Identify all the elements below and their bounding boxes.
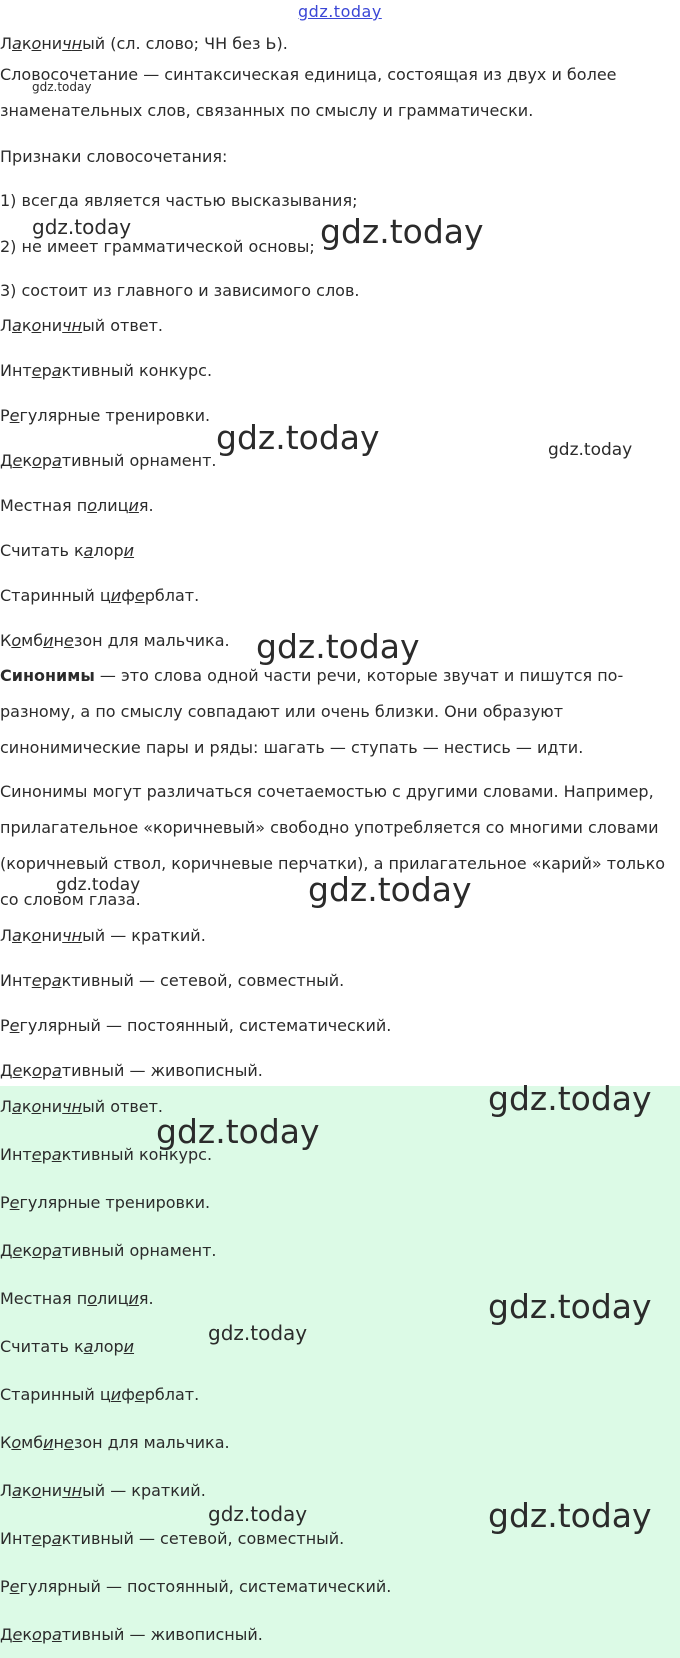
text-part: Р — [0, 1577, 10, 1596]
text-part: ый — краткий. — [82, 1481, 206, 1500]
text-part: е — [12, 1061, 23, 1080]
text-part: к — [22, 1241, 33, 1260]
text-part: е — [12, 1241, 23, 1260]
definition-line-2: знаменательных слов, связанных по смыслу и грамматически. — [0, 101, 534, 120]
word-laconic-intro — [0, 34, 288, 54]
text-part: ый (сл. слово; ЧН без Ь). — [82, 34, 288, 53]
text-part: ти — [61, 1061, 82, 1080]
text-part: рный — постоянный, систематический. — [57, 1577, 392, 1596]
def-regular — [0, 1016, 391, 1036]
def-laconic — [0, 926, 206, 946]
text-part: Л — [0, 1481, 13, 1500]
text-part: н — [71, 316, 83, 335]
text-part: к — [21, 926, 32, 945]
text-part: о — [31, 316, 42, 335]
text-part: ч — [62, 316, 72, 335]
signs-header: Признаки словосочетания: — [0, 147, 228, 166]
text-part: а — [51, 1061, 62, 1080]
text-part: ни — [41, 34, 63, 53]
text-part: К — [0, 1433, 12, 1452]
word-calories — [0, 541, 134, 561]
text-part: е — [31, 361, 42, 380]
watermark: gdz.today — [488, 1079, 652, 1118]
text-part: н для мальчика. — [92, 631, 230, 650]
text-part: а — [12, 34, 22, 53]
text-part: н — [71, 1481, 83, 1500]
text-part: и — [43, 631, 54, 650]
combinability-line-3: (коричневый ствол, коричневые перчатки), а прилагательное «карий» только — [0, 854, 666, 873]
watermark: gdz.today — [488, 1496, 652, 1535]
text-part: ли — [97, 1289, 118, 1308]
text-part: кти — [61, 1145, 91, 1164]
word-regular — [0, 406, 210, 426]
text-part: а — [83, 1337, 94, 1356]
text-part: вный — сетевой, совместный. — [90, 1529, 345, 1548]
watermark: gdz.today — [32, 80, 92, 94]
text-part: к — [21, 1481, 32, 1500]
text-part: е — [31, 1145, 42, 1164]
text-part: р — [41, 451, 52, 470]
text-part: а — [12, 316, 22, 335]
text-part: т. — [184, 586, 200, 605]
text-part: Старинный ц — [0, 586, 111, 605]
text-part: рные тренировки. — [57, 1193, 211, 1212]
text-part: к — [22, 1061, 33, 1080]
text-part: н — [71, 926, 83, 945]
text-part: о — [32, 1625, 42, 1644]
text-part: рбла — [144, 586, 185, 605]
synonyms-line-2: разному, а по смыслу совпадают или очень близки. Они образуют — [0, 702, 564, 721]
text-part: е — [63, 631, 74, 650]
word-dial — [0, 586, 199, 606]
text-part: рный — постоянный, систематический. — [57, 1016, 392, 1035]
text-part: о — [32, 451, 42, 470]
text-part: рбла — [144, 1385, 185, 1404]
combinability-line-4: со словом глаза. — [0, 890, 141, 909]
watermark: gdz.today — [32, 215, 132, 239]
answer-def-laconic — [0, 1481, 206, 1501]
answer-laconic — [0, 1097, 163, 1117]
text-part: и — [128, 1289, 139, 1308]
text-part: о — [31, 34, 42, 53]
text-part: о — [32, 1061, 42, 1080]
text-part: и — [110, 1385, 122, 1404]
watermark: gdz.today — [548, 440, 633, 460]
text-part: Р — [0, 1016, 10, 1035]
text-part: К — [0, 631, 12, 650]
text-part: р — [41, 1145, 52, 1164]
watermark: gdz.today — [308, 870, 472, 909]
word-overalls — [0, 631, 230, 651]
text-part: о — [31, 1097, 42, 1116]
text-part: Инт — [0, 1529, 32, 1548]
text-part: о — [31, 926, 42, 945]
text-part: Д — [0, 1241, 13, 1260]
text-part: Местная п — [0, 1289, 88, 1308]
answer-calories — [0, 1337, 134, 1357]
text-part: и — [43, 1433, 54, 1452]
text-part: ый — краткий. — [82, 926, 206, 945]
watermark: gdz.today — [488, 1287, 652, 1326]
text-part: р — [41, 1529, 52, 1548]
text-part: р — [41, 971, 52, 990]
answer-regular — [0, 1193, 210, 1213]
watermark: gdz.today — [56, 875, 141, 895]
text-part: н — [53, 1433, 64, 1452]
text-part: ни — [41, 1481, 63, 1500]
text-part: ч — [62, 34, 72, 53]
text-part: вный орнамент. — [81, 451, 217, 470]
text-part: Р — [0, 406, 10, 425]
text-part: а — [51, 1529, 62, 1548]
text-part: т. — [184, 1385, 200, 1404]
text-part: Считать к — [0, 1337, 84, 1356]
text-part: р — [41, 1241, 52, 1260]
text-part: ло — [93, 541, 114, 560]
word-laconic — [0, 316, 163, 336]
definition-line-1: Словосочетание — синтаксическая единица, состоящая из двух и более — [0, 65, 617, 84]
text-part: ч — [62, 1481, 72, 1500]
text-part: а — [12, 1481, 22, 1500]
answer-decorative — [0, 1241, 217, 1261]
text-part: ф — [121, 1385, 135, 1404]
text-part: ли — [97, 496, 118, 515]
combinability-line-1: Синонимы могут различаться сочетаемостью с другими словами. Например, — [0, 782, 654, 801]
text-part: кти — [61, 971, 91, 990]
text-part: о — [32, 1241, 42, 1260]
text-part: ни — [41, 1097, 63, 1116]
text-part: н — [71, 1097, 83, 1116]
text-part: гуля — [19, 1193, 58, 1212]
synonyms-term: Синонимы — [0, 666, 95, 685]
synonyms-line-1 — [0, 665, 676, 701]
text-part: ч — [62, 926, 72, 945]
text-part: р — [41, 1061, 52, 1080]
text-part: а — [51, 1241, 62, 1260]
text-part: к — [21, 316, 32, 335]
synonyms-line-3: синонимические пары и ряды: шагать — ступать — нестись — идти. — [0, 738, 584, 757]
watermark: gdz.today — [156, 1112, 320, 1151]
sign-item-3: 3) состоит из главного и зависимого слов. — [0, 281, 360, 300]
text-part: вный орнамент. — [81, 1241, 217, 1260]
text-part: е — [134, 586, 145, 605]
watermark: gdz.today — [208, 1321, 308, 1345]
text-part: и — [110, 586, 122, 605]
text-part: о — [31, 1481, 42, 1500]
text-part: а — [12, 1097, 22, 1116]
text-part: н для мальчика. — [92, 1433, 230, 1452]
text-part: е — [12, 1625, 23, 1644]
text-part: Л — [0, 1097, 13, 1116]
sign-item-2: 2) не имеет грамматической основы; — [0, 237, 315, 256]
text-part: я. — [138, 1289, 154, 1308]
text-part: к — [22, 1625, 33, 1644]
text-part: гуля — [19, 1016, 58, 1035]
text-part: ч — [62, 1097, 72, 1116]
answer-def-interactive — [0, 1529, 344, 1549]
text-part: вный конкурс. — [90, 361, 213, 380]
text-part: я. — [138, 496, 154, 515]
text-part: ни — [41, 926, 63, 945]
text-part: а — [83, 541, 94, 560]
text-part: Л — [0, 34, 13, 53]
combinability-line-2: прилагательное «коричневый» свободно употребляется со многими словами — [0, 818, 659, 837]
watermark: gdz.today — [320, 212, 484, 251]
text-part: а — [51, 971, 62, 990]
text-part: ло — [93, 1337, 114, 1356]
text-part: ц — [117, 496, 129, 515]
text-part: к — [22, 451, 33, 470]
text-part: Р — [0, 1193, 10, 1212]
text-part: о — [87, 1289, 97, 1308]
text-part: Инт — [0, 1145, 32, 1164]
text-part: р — [113, 1337, 124, 1356]
def-interactive — [0, 971, 344, 991]
text-part: н — [71, 34, 83, 53]
synonyms-definition — [0, 665, 676, 773]
text-part: е — [63, 1433, 74, 1452]
text-part: е — [9, 1016, 20, 1035]
text-part: о — [87, 496, 97, 515]
text-part: Инт — [0, 361, 32, 380]
text-part: и — [128, 496, 139, 515]
text-part: ый ответ. — [82, 316, 163, 335]
word-police — [0, 496, 154, 516]
answer-def-decorative — [0, 1625, 263, 1645]
answer-overalls — [0, 1433, 230, 1453]
answer-def-regular — [0, 1577, 391, 1597]
text-part: к — [21, 1097, 32, 1116]
text-part: а — [51, 1145, 62, 1164]
watermark-top[interactable]: gdz.today — [298, 2, 382, 21]
watermark: gdz.today — [256, 627, 420, 666]
text-part: — это слова одной части речи, которые звучат и пишутся по- — [94, 666, 624, 685]
text-part: гуля — [19, 1577, 58, 1596]
text-part: ти — [61, 1625, 82, 1644]
text-part: гуля — [19, 406, 58, 425]
text-part: Местная п — [0, 496, 88, 515]
text-part: Д — [0, 1061, 13, 1080]
text-part: ый ответ. — [82, 1097, 163, 1116]
text-part: мб — [21, 631, 44, 650]
text-part: а — [51, 361, 62, 380]
text-part: и — [123, 541, 135, 560]
answer-highlight-block — [0, 1086, 680, 1658]
watermark: gdz.today — [208, 1502, 308, 1526]
text-part: ф — [121, 586, 135, 605]
sign-item-1: 1) всегда является частью высказывания; — [0, 191, 358, 210]
word-decorative — [0, 451, 217, 471]
watermark: gdz.today — [216, 418, 380, 457]
text-part: е — [134, 1385, 145, 1404]
text-part: ни — [41, 316, 63, 335]
text-part: к — [21, 34, 32, 53]
text-part: Д — [0, 1625, 13, 1644]
text-part: а — [12, 926, 22, 945]
text-part: Инт — [0, 971, 32, 990]
answer-dial — [0, 1385, 199, 1405]
text-part: о — [11, 1433, 22, 1452]
text-part: Л — [0, 316, 13, 335]
text-part: е — [9, 1577, 20, 1596]
text-part: Л — [0, 926, 13, 945]
text-part: а — [51, 451, 62, 470]
answer-police — [0, 1289, 154, 1309]
text-part: Д — [0, 451, 13, 470]
text-part: р — [113, 541, 124, 560]
text-part: мб — [21, 1433, 44, 1452]
text-part: ти — [61, 1241, 82, 1260]
text-part: Старинный ц — [0, 1385, 111, 1404]
text-part: р — [41, 361, 52, 380]
text-part: вный — сетевой, совместный. — [90, 971, 345, 990]
text-part: е — [31, 1529, 42, 1548]
text-part: е — [9, 1193, 20, 1212]
text-part: е — [31, 971, 42, 990]
text-part: вный — живописный. — [81, 1625, 263, 1644]
text-part: вный конкурс. — [90, 1145, 213, 1164]
word-interactive — [0, 361, 212, 381]
text-part: кти — [61, 361, 91, 380]
text-part: е — [9, 406, 20, 425]
text-part: вный — живописный. — [81, 1061, 263, 1080]
text-part: и — [123, 1337, 135, 1356]
text-part: зо — [73, 1433, 93, 1452]
text-part: е — [12, 451, 23, 470]
text-part: Считать к — [0, 541, 84, 560]
text-part: ц — [117, 1289, 129, 1308]
text-part: н — [53, 631, 64, 650]
text-part: о — [11, 631, 22, 650]
text-part: зо — [73, 631, 93, 650]
text-part: р — [41, 1625, 52, 1644]
text-part: кти — [61, 1529, 91, 1548]
text-part: а — [51, 1625, 62, 1644]
def-decorative — [0, 1061, 263, 1081]
text-part: рные тренировки. — [57, 406, 211, 425]
text-part: ти — [61, 451, 82, 470]
